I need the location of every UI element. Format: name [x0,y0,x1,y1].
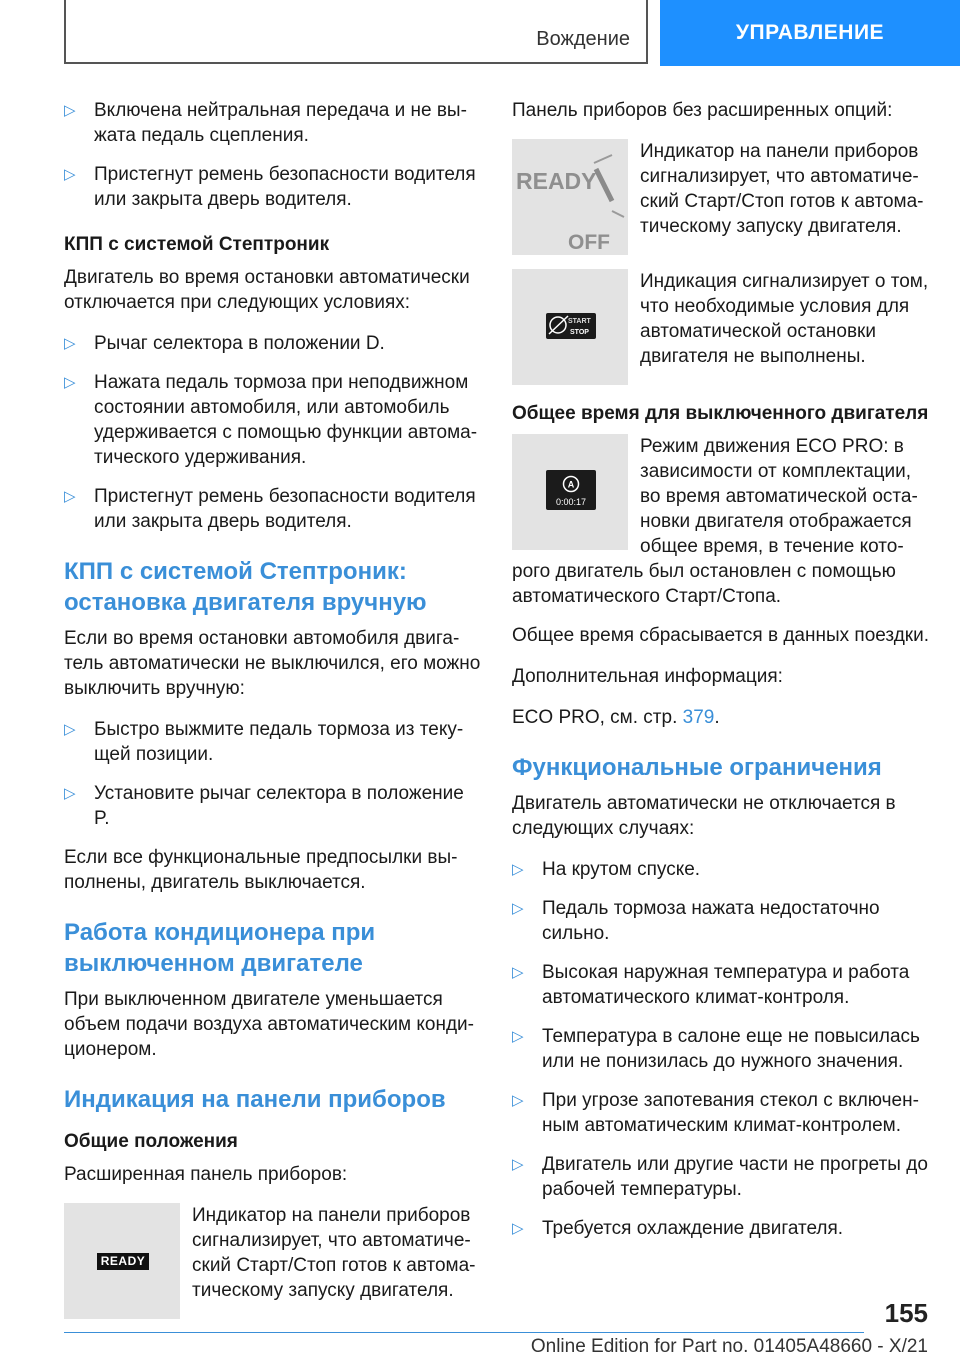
reset-text: Общее время сбрасывается в данных поездки. [512,625,929,646]
gauge-off-label: OFF [568,231,610,254]
svg-text:A: A [567,479,575,490]
bullet-marker-icon: ▷ [64,785,76,802]
heading-limits: Функциональные ограничения [512,754,882,781]
stop-label: STOP [570,329,589,336]
bullet-item: ▷ Двигатель или другие части не прогреты до рабочей температуры. [512,1154,928,1200]
footer-divider [64,1332,864,1333]
subheading-kpp: КПП с системой Стептроник [64,234,330,255]
page-link-379[interactable]: 379 [682,707,715,728]
bullet-marker-icon: ▷ [64,374,76,391]
bullet-marker-icon: ▷ [512,900,524,917]
heading-ac: Работа кондиционера при выключенном двигателе [64,919,376,977]
ready-off-gauge-icon [512,139,628,255]
ready-off-description: Индикатор на панели приборов сигнализирует, что автоматиче-ский Старт/Стоп готов к автома-тическому запуску двигателя. [640,141,924,237]
extended-label: Расширенная панель приборов: [64,1164,348,1185]
total-time-value: 0:00:17 [555,497,587,507]
figure-row-ready [64,1203,484,1319]
kpp-intro: Двигатель во время остановки автоматически отключается при следующих условиях: [64,267,470,313]
bullet-marker-icon: ▷ [512,1092,524,1109]
total-time-description: Режим движения ECO PRO: в зависимости от комплектации, во время автоматической оста-новки двигателя отображается общее время, в течение кото-рого двигатель был остановлен с помощью автоматического Старт/Стопа. [512,436,918,607]
figure-row-conditions [512,269,932,385]
bullet-marker-icon: ▷ [512,1156,524,1173]
total-time-icon [512,434,628,550]
ready-figure [64,1203,180,1319]
bullet-item: ▷ Высокая наружная температура и работа автоматического климат-контроля. [512,962,910,1008]
ready-description: Индикатор на панели приборов сигнализирует, что автоматиче-ский Старт/Стоп готов к автома-тическому запуску двигателя. [192,1205,476,1301]
conditions-description: Индикация сигнализирует о том, что необходимые условия для автоматической остановки двигателя не выполнены. [640,271,929,367]
left-column [64,98,484,1333]
subheading-general: Общие положения [64,1131,238,1152]
bullet-marker-icon: ▷ [512,1028,524,1045]
manual-intro: Если во время остановки автомобиля двига-тель автоматически не выключился, его можно выключить вручную: [64,628,481,699]
heading-manual-stop: КПП с системой Стептроник: остановка двигателя вручную [64,558,427,616]
total-time-figure [512,434,628,550]
eco-pro-reference: ECO PRO, см. стр. 379. [512,707,720,728]
bullet-marker-icon: ▷ [64,721,76,738]
bullet-marker-icon: ▷ [64,102,76,119]
bullet-marker-icon: ▷ [64,166,76,183]
bullet-item: ▷ Педаль тормоза нажата недостаточно сильно. [512,898,880,944]
ac-text: При выключенном двигателе уменьшается объем подачи воздуха автоматическим конди-ционером. [64,989,474,1060]
manual-outro: Если все функциональные предпосылки вы-полнены, двигатель выключается. [64,847,458,893]
bullet-item: ▷ Установите рычаг селектора в положение P. [64,783,464,829]
header-section-title: Вождение [536,28,630,50]
bullet-item: ▷ При угрозе запотевания стекол с включен-ным автоматическим климат-контролем. [512,1090,919,1136]
start-stop-icon [512,269,628,385]
heading-display: Индикация на панели приборов [64,1086,446,1113]
total-time-block [512,434,932,609]
basic-label: Панель приборов без расширенных опций: [512,100,893,121]
limits-intro: Двигатель автоматически не отключается в следующих случаях: [512,793,896,839]
subheading-total-time: Общее время для выключенного двигателя [512,403,929,424]
bullet-marker-icon: ▷ [512,964,524,981]
ready-badge: READY [97,1253,149,1270]
header-chapter-label: УПРАВЛЕНИЕ [735,21,885,44]
bullet-marker-icon: ▷ [512,861,524,878]
bullet-item: ▷ Рычаг селектора в положении D. [64,333,385,354]
header-chapter-tab [660,0,960,66]
start-stop-figure [512,269,628,385]
bullet-item: ▷ Быстро выжмите педаль тормоза из теку-щей позиции. [64,719,464,765]
more-info-label: Дополнительная информация: [512,666,783,687]
page-number: 155 [884,1298,928,1328]
bullet-item: ▷ Пристегнут ремень безопасности водителя или закрыта дверь водителя. [64,164,476,210]
bullet-marker-icon: ▷ [512,1220,524,1237]
right-column [512,98,932,1255]
start-label: START [568,318,591,325]
bullet-item: ▷ Пристегнут ремень безопасности водителя или закрыта дверь водителя. [64,486,476,532]
bullet-item: ▷ Нажата педаль тормоза при неподвижном состоянии автомобиля, или автомобиль удерживается с помощью функции автома-тического удерживания. [64,372,478,468]
bullet-item: ▷ На крутом спуске. [512,859,701,880]
gauge-ready-label: READY [516,168,597,194]
figure-row-ready-off [512,139,932,255]
bullet-item: ▷ Требуется охлаждение двигателя. [512,1218,844,1239]
bullet-item: ▷ Температура в салоне еще не повысилась или не понизилась до нужного значения. [512,1026,920,1072]
bullet-marker-icon: ▷ [64,335,76,352]
bullet-marker-icon: ▷ [64,488,76,505]
ready-off-figure [512,139,628,255]
footer-edition: Online Edition for Part no. 01405A48660 - X/21 [530,1336,928,1357]
bullet-item: ▷ Включена нейтральная передача и не вы-жата педаль сцепления. [64,100,467,146]
